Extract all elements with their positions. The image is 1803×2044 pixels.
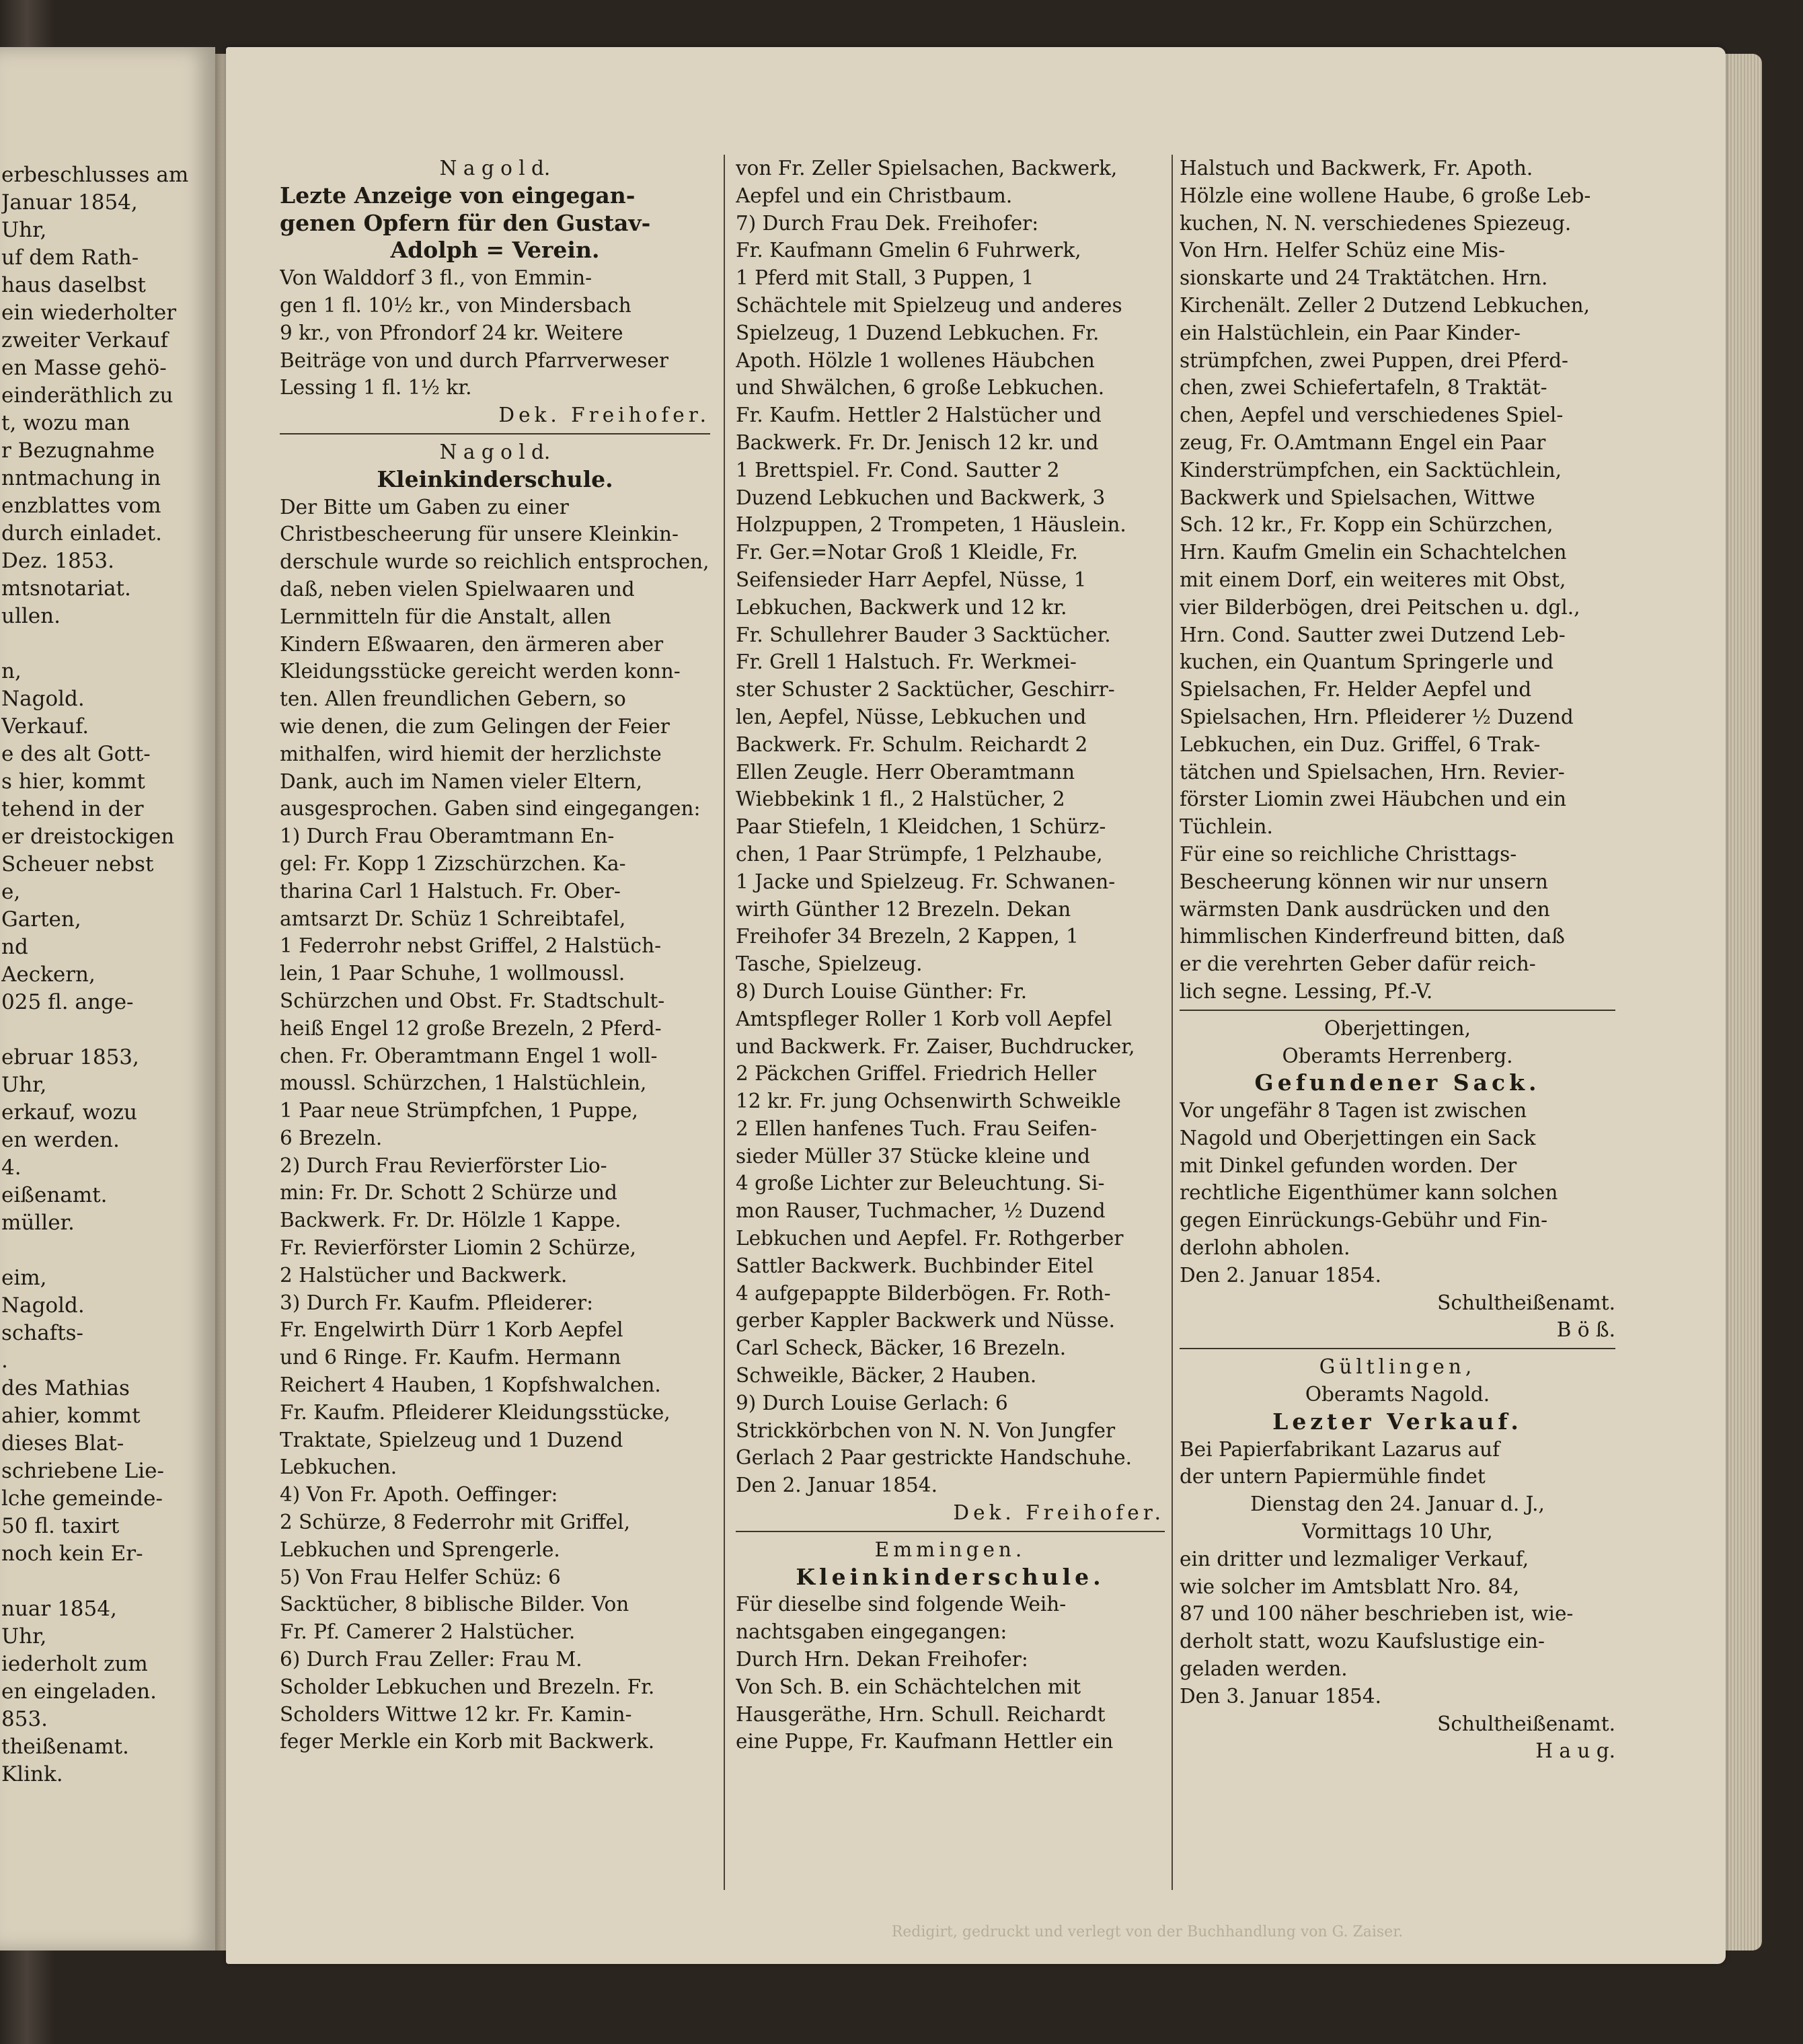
text-line: Nagold und Oberjettingen ein Sack bbox=[1180, 1126, 1536, 1149]
text-line: Fr. Kaufmann Gmelin 6 Fuhrwerk, bbox=[736, 239, 1081, 262]
text-line: wie solcher im Amtsblatt Nro. 84, bbox=[1180, 1575, 1520, 1598]
left-fragment-line: theißenamt. bbox=[1, 1735, 129, 1759]
text-line: Für dieselbe sind folgende Weih- bbox=[736, 1593, 1067, 1616]
text-line: Schürzchen und Obst. Fr. Stadtschult- bbox=[280, 989, 665, 1012]
text-line: Oberamts Herrenberg. bbox=[1282, 1044, 1513, 1067]
text-line: heiß Engel 12 große Brezeln, 2 Pferd- bbox=[280, 1016, 662, 1040]
text-line: Vormittags 10 Uhr, bbox=[1302, 1520, 1493, 1544]
section-heading: Lezter Verkauf. bbox=[1272, 1408, 1523, 1435]
text-line: Duzend Lebkuchen und Backwerk, 3 bbox=[736, 486, 1106, 509]
text-line: Kindern Eßwaaren, den ärmeren aber bbox=[280, 632, 664, 656]
text-line: Oberjettingen, bbox=[1324, 1016, 1471, 1040]
text-line: 2 Ellen hanfenes Tuch. Frau Seifen- bbox=[736, 1116, 1098, 1140]
left-fragment-line bbox=[1, 1016, 210, 1044]
left-fragment-line bbox=[1, 1568, 210, 1595]
text-line: Dank, auch im Namen vieler Eltern, bbox=[280, 769, 643, 793]
text-line: min: Fr. Dr. Schott 2 Schürze und bbox=[280, 1181, 617, 1205]
text-line: Hrn. Cond. Sautter zwei Dutzend Leb- bbox=[1180, 623, 1566, 646]
left-fragment-line: . bbox=[1, 1349, 8, 1373]
text-line: Fr. Grell 1 Halstuch. Fr. Werkmei- bbox=[736, 650, 1077, 674]
text-line: Holzpuppen, 2 Trompeten, 1 Häuslein. bbox=[736, 513, 1126, 537]
text-line: Den 2. Januar 1854. bbox=[736, 1474, 937, 1497]
text-line: Lessing 1 fl. 1½ kr. bbox=[280, 376, 472, 400]
text-line: Fr. Schullehrer Bauder 3 Sacktücher. bbox=[736, 623, 1111, 646]
left-fragment-line: erbeschlusses am bbox=[1, 163, 189, 187]
left-fragment-line: r Bezugnahme bbox=[1, 439, 155, 463]
text-line: Ellen Zeugle. Herr Oberamtmann bbox=[736, 760, 1075, 784]
text-line: Reichert 4 Hauben, 1 Kopfshwalchen. bbox=[280, 1373, 661, 1397]
left-fragment-line: ein wiederholter bbox=[1, 301, 177, 325]
text-line: ein dritter und lezmaliger Verkauf, bbox=[1180, 1547, 1529, 1570]
text-line: wärmsten Dank ausdrücken und den bbox=[1180, 897, 1550, 921]
text-line: Backwerk und Spielsachen, Wittwe bbox=[1180, 486, 1535, 509]
text-line: Den 3. Januar 1854. bbox=[1180, 1684, 1381, 1708]
text-line: Bei Papierfabrikant Lazarus auf bbox=[1180, 1437, 1500, 1461]
text-line: Dek. Freihofer. bbox=[953, 1501, 1165, 1525]
left-fragment-line: iederholt zum bbox=[1, 1652, 148, 1676]
text-line: und Shwälchen, 6 große Lebkuchen. bbox=[736, 376, 1105, 400]
text-line: Tasche, Spielzeug. bbox=[736, 952, 923, 976]
column-3 bbox=[1180, 155, 1615, 1765]
section-heading: genen Opfern für den Gustav- bbox=[280, 209, 651, 236]
text-line: eine Puppe, Fr. Kaufmann Hettler ein bbox=[736, 1730, 1114, 1753]
text-line: H a u g. bbox=[1535, 1739, 1615, 1763]
text-line: Lebkuchen und Aepfel. Fr. Rothgerber bbox=[736, 1227, 1124, 1250]
text-line: zeug, Fr. O.Amtmann Engel ein Paar bbox=[1180, 430, 1546, 454]
text-line: Vor ungefähr 8 Tagen ist zwischen bbox=[1180, 1099, 1527, 1123]
text-line: moussl. Schürzchen, 1 Halstüchlein, bbox=[280, 1071, 647, 1095]
text-line: 4 aufgepappte Bilderbögen. Fr. Roth- bbox=[736, 1281, 1111, 1305]
left-fragment-line: eißenamt. bbox=[1, 1183, 108, 1207]
text-line: derlohn abholen. bbox=[1180, 1236, 1350, 1260]
left-fragment-line: ahier, kommt bbox=[1, 1404, 141, 1428]
text-line: strümpfchen, zwei Puppen, drei Pferd- bbox=[1180, 348, 1568, 372]
text-line: Traktate, Spielzeug und 1 Duzend bbox=[280, 1428, 623, 1451]
text-line: Oberamts Nagold. bbox=[1305, 1383, 1490, 1406]
section-heading: Lezte Anzeige von eingegan- bbox=[280, 182, 636, 209]
text-line: Kleidungsstücke gereicht werden konn- bbox=[280, 660, 681, 683]
text-line: rechtliche Eigenthümer kann solchen bbox=[1180, 1181, 1558, 1205]
text-line: Durch Hrn. Dekan Freihofer: bbox=[736, 1648, 1028, 1671]
text-line: 1 Paar neue Strümpfchen, 1 Puppe, bbox=[280, 1099, 638, 1123]
text-line: 2) Durch Frau Revierförster Lio- bbox=[280, 1153, 607, 1177]
text-line: Hölzle eine wollene Haube, 6 große Leb- bbox=[1180, 184, 1591, 207]
text-line: tätchen und Spielsachen, Hrn. Revier- bbox=[1180, 760, 1565, 784]
text-line: 2 Halstücher und Backwerk. bbox=[280, 1263, 568, 1287]
text-line: vier Bilderbögen, drei Peitschen u. dgl., bbox=[1180, 595, 1580, 619]
text-line: und Backwerk. Fr. Zaiser, Buchdrucker, bbox=[736, 1034, 1135, 1058]
text-line: Tüchlein. bbox=[1180, 815, 1273, 839]
text-line: förster Liomin zwei Häubchen und ein bbox=[1180, 788, 1567, 811]
text-line: Seifensieder Harr Aepfel, Nüsse, 1 bbox=[736, 568, 1087, 591]
left-fragment-line: 50 fl. taxirt bbox=[1, 1514, 120, 1538]
text-line: 7) Durch Frau Dek. Freihofer: bbox=[736, 211, 1039, 235]
text-line: Sacktücher, 8 biblische Bilder. Von bbox=[280, 1593, 629, 1616]
column-divider-2 bbox=[1172, 155, 1173, 1890]
text-line: Schweikle, Bäcker, 2 Hauben. bbox=[736, 1364, 1037, 1388]
text-line: sionskarte und 24 Traktätchen. Hrn. bbox=[1180, 266, 1548, 290]
left-fragment-line: en Masse gehö- bbox=[1, 356, 167, 380]
text-line: 1 Brettspiel. Fr. Cond. Sautter 2 bbox=[736, 458, 1060, 482]
text-line: Dienstag den 24. Januar d. J., bbox=[1250, 1492, 1545, 1516]
text-line: 6 Brezeln. bbox=[280, 1126, 383, 1149]
text-line: Fr. Pf. Camerer 2 Halstücher. bbox=[280, 1620, 576, 1644]
text-line: amtsarzt Dr. Schüz 1 Schreibtafel, bbox=[280, 907, 626, 930]
left-fragment-line: er dreistockigen bbox=[1, 825, 175, 849]
left-fragment-line: noch kein Er- bbox=[1, 1542, 143, 1566]
left-fragment-line: t, wozu man bbox=[1, 411, 130, 435]
text-line: Lebkuchen, Backwerk und 12 kr. bbox=[736, 595, 1067, 619]
text-line: Kirchenält. Zeller 2 Dutzend Lebkuchen, bbox=[1180, 293, 1590, 317]
text-line: Strickkörbchen von N. N. Von Jungfer bbox=[736, 1418, 1116, 1442]
text-line: Sch. 12 kr., Fr. Kopp ein Schürzchen, bbox=[1180, 513, 1553, 537]
text-line: Lebkuchen, ein Duz. Griffel, 6 Trak- bbox=[1180, 732, 1541, 756]
text-line: 4) Von Fr. Apoth. Oeffinger: bbox=[280, 1483, 558, 1507]
text-line: Spielsachen, Hrn. Pfleiderer ½ Duzend bbox=[1180, 705, 1574, 728]
left-fragment-line: nd bbox=[1, 935, 28, 959]
text-line: chen. Fr. Oberamtmann Engel 1 woll- bbox=[280, 1044, 658, 1067]
section-heading: Kleinkinderschule. bbox=[377, 465, 613, 492]
text-line: Von Walddorf 3 fl., von Emmin- bbox=[280, 266, 592, 290]
left-fragment-line: e, bbox=[1, 880, 21, 904]
imprint-footer: Redigirt, gedruckt und verlegt von der Buchhandlung von G. Zaiser. bbox=[891, 1924, 1404, 1940]
text-line: Schultheißenamt. bbox=[1437, 1291, 1615, 1314]
text-line: geladen werden. bbox=[1180, 1657, 1348, 1681]
left-fragment-line: Aeckern, bbox=[1, 962, 95, 987]
text-line: Apoth. Hölzle 1 wollenes Häubchen bbox=[736, 348, 1095, 372]
text-line: derholt statt, wozu Kaufslustige ein- bbox=[1180, 1630, 1545, 1653]
left-fragment-line: 025 fl. ange- bbox=[1, 990, 134, 1014]
left-fragment-line: einderäthlich zu bbox=[1, 383, 174, 408]
text-line: chen, 1 Paar Strümpfe, 1 Pelzhaube, bbox=[736, 842, 1103, 866]
left-fragment-line: Verkauf. bbox=[1, 714, 89, 739]
column-divider-1 bbox=[724, 155, 725, 1890]
left-fragment-line: Januar 1854, bbox=[1, 190, 138, 215]
text-line: Backwerk. Fr. Schulm. Reichardt 2 bbox=[736, 732, 1088, 756]
text-line: nachtsgaben eingegangen: bbox=[736, 1620, 1007, 1644]
text-line: ein Halstüchlein, ein Paar Kinder- bbox=[1180, 321, 1521, 344]
left-fragment-line: tehend in der bbox=[1, 797, 144, 821]
text-line: himmlischen Kinderfreund bitten, daß bbox=[1180, 925, 1565, 948]
text-line: tharina Carl 1 Halstuch. Fr. Ober- bbox=[280, 879, 621, 903]
text-line: ster Schuster 2 Sacktücher, Geschirr- bbox=[736, 678, 1115, 702]
text-line: N a g o l d. bbox=[439, 440, 551, 463]
text-line: Lebkuchen und Sprengerle. bbox=[280, 1538, 560, 1561]
text-line: er die verehrten Geber dafür reich- bbox=[1180, 952, 1536, 976]
left-fragment-line: n, bbox=[1, 659, 22, 683]
text-line: 12 kr. Fr. jung Ochsenwirth Schweikle bbox=[736, 1090, 1121, 1113]
left-fragment-line: schriebene Lie- bbox=[1, 1459, 164, 1483]
left-fragment-line: en eingeladen. bbox=[1, 1679, 157, 1704]
text-line: 8) Durch Louise Günther: Fr. bbox=[736, 979, 1028, 1003]
text-line: Paar Stiefeln, 1 Kleidchen, 1 Schürz- bbox=[736, 815, 1106, 839]
text-line: 3) Durch Fr. Kaufm. Pfleiderer: bbox=[280, 1291, 594, 1314]
text-line: sieder Müller 37 Stücke kleine und bbox=[736, 1144, 1090, 1168]
text-line: feger Merkle ein Korb mit Backwerk. bbox=[280, 1730, 655, 1753]
text-line: Von Hrn. Helfer Schüz eine Mis- bbox=[1180, 239, 1505, 262]
text-line: daß, neben vielen Spielwaaren und bbox=[280, 577, 635, 601]
text-line: Amtspfleger Roller 1 Korb voll Aepfel bbox=[736, 1007, 1112, 1030]
text-line: Dek. Freihofer. bbox=[498, 404, 710, 427]
text-line: Spielzeug, 1 Duzend Lebkuchen. Fr. bbox=[736, 321, 1100, 344]
text-line: B ö ß. bbox=[1556, 1318, 1615, 1342]
text-line: ten. Allen freundlichen Gebern, so bbox=[280, 687, 626, 711]
section-rule bbox=[1180, 1010, 1615, 1011]
left-fragment-line: Garten, bbox=[1, 907, 81, 932]
text-line: len, Aepfel, Nüsse, Lebkuchen und bbox=[736, 705, 1087, 728]
left-fragment-line: nuar 1854, bbox=[1, 1597, 117, 1621]
left-page-text bbox=[1, 161, 210, 1788]
text-line: lein, 1 Paar Schuhe, 1 wollmoussl. bbox=[280, 962, 625, 985]
column-1 bbox=[280, 155, 710, 1755]
text-line: Fr. Ger.=Notar Groß 1 Kleidle, Fr. bbox=[736, 541, 1078, 564]
text-line: derschule wurde so reichlich entsprochen, bbox=[280, 550, 709, 574]
text-line: mon Rauser, Tuchmacher, ½ Duzend bbox=[736, 1199, 1106, 1223]
left-fragment-line: schafts- bbox=[1, 1321, 84, 1345]
left-fragment-line: zweiter Verkauf bbox=[1, 328, 169, 352]
text-line: wirth Günther 12 Brezeln. Dekan bbox=[736, 897, 1071, 921]
text-line: gegen Einrückungs-Gebühr und Fin- bbox=[1180, 1209, 1548, 1232]
left-fragment-line: 853. bbox=[1, 1707, 48, 1731]
left-fragment-line: erkauf, wozu bbox=[1, 1100, 137, 1125]
text-line: Freihofer 34 Brezeln, 2 Kappen, 1 bbox=[736, 925, 1079, 948]
left-fragment-line: uf dem Rath- bbox=[1, 245, 139, 270]
left-fragment-line: Uhr, bbox=[1, 1073, 47, 1097]
left-fragment-line: Klink. bbox=[1, 1762, 63, 1786]
left-fragment-line: ebruar 1853, bbox=[1, 1045, 139, 1069]
section-heading: Gefundener Sack. bbox=[1254, 1069, 1541, 1096]
text-line: Backwerk. Fr. Dr. Jenisch 12 kr. und bbox=[736, 430, 1099, 454]
left-fragment-line bbox=[1, 630, 210, 658]
left-fragment-line: des Mathias bbox=[1, 1376, 130, 1400]
left-fragment-line: eim, bbox=[1, 1266, 47, 1290]
text-line: Christbescheerung für unsere Kleinkin- bbox=[280, 523, 679, 546]
text-line: kuchen, N. N. verschiedenes Spiezeug. bbox=[1180, 211, 1572, 235]
section-heading: Adolph = Verein. bbox=[390, 237, 600, 264]
text-line: Schultheißenamt. bbox=[1437, 1712, 1615, 1735]
text-line: Backwerk. Fr. Dr. Hölzle 1 Kappe. bbox=[280, 1209, 621, 1232]
text-line: mit Dinkel gefunden worden. Der bbox=[1180, 1153, 1517, 1177]
text-line: 1) Durch Frau Oberamtmann En- bbox=[280, 825, 615, 848]
text-line: mithalfen, wird hiemit der herzlichste bbox=[280, 742, 662, 765]
text-line: 1 Pferd mit Stall, 3 Puppen, 1 bbox=[736, 266, 1034, 290]
text-line: und 6 Ringe. Fr. Kaufm. Hermann bbox=[280, 1346, 621, 1369]
column-2 bbox=[736, 155, 1165, 1755]
section-heading: Kleinkinderschule. bbox=[796, 1563, 1105, 1590]
text-line: Emmingen. bbox=[874, 1538, 1026, 1561]
text-line: Kinderstrümpfchen, ein Sacktüchlein, bbox=[1180, 458, 1562, 482]
text-line: Fr. Kaufm. Pfleiderer Kleidungsstücke, bbox=[280, 1400, 670, 1424]
text-line: Lernmitteln für die Anstalt, allen bbox=[280, 605, 611, 628]
text-line: chen, Aepfel und verschiedenes Spiel- bbox=[1180, 404, 1564, 427]
left-fragment-line: Dez. 1853. bbox=[1, 549, 114, 573]
left-fragment-line: s hier, kommt bbox=[1, 769, 145, 794]
text-line: gerber Kappler Backwerk und Nüsse. bbox=[736, 1309, 1115, 1332]
text-line: Scholders Wittwe 12 kr. Fr. Kamin- bbox=[280, 1702, 632, 1726]
left-fragment-line bbox=[1, 1237, 210, 1264]
text-line: Halstuch und Backwerk, Fr. Apoth. bbox=[1180, 157, 1533, 180]
newspaper-page bbox=[226, 47, 1726, 1964]
left-fragment-line: Nagold. bbox=[1, 687, 85, 711]
text-line: Der Bitte um Gaben zu einer bbox=[280, 495, 569, 519]
left-fragment-line: e des alt Gott- bbox=[1, 742, 151, 766]
text-line: 87 und 100 näher beschrieben ist, wie- bbox=[1180, 1602, 1574, 1626]
left-fragment-line: müller. bbox=[1, 1211, 75, 1235]
text-line: Hrn. Kaufm Gmelin ein Schachtelchen bbox=[1180, 541, 1567, 564]
left-fragment-line: ullen. bbox=[1, 604, 61, 628]
text-line: Von Sch. B. ein Schächtelchen mit bbox=[736, 1675, 1081, 1698]
text-line: N a g o l d. bbox=[439, 157, 551, 180]
text-line: Den 2. Januar 1854. bbox=[1180, 1263, 1381, 1287]
text-line: 9 kr., von Pfrondorf 24 kr. Weitere bbox=[280, 321, 623, 344]
left-fragment-line: Nagold. bbox=[1, 1293, 85, 1318]
text-line: von Fr. Zeller Spielsachen, Backwerk, bbox=[736, 157, 1118, 180]
left-fragment-line: lche gemeinde- bbox=[1, 1486, 163, 1511]
text-line: kuchen, ein Quantum Springerle und bbox=[1180, 650, 1554, 674]
text-line: mit einem Dorf, ein weiteres mit Obst, bbox=[1180, 568, 1566, 591]
text-line: Fr. Revierförster Liomin 2 Schürze, bbox=[280, 1236, 637, 1260]
text-line: lich segne. Lessing, Pf.-V. bbox=[1180, 979, 1433, 1003]
text-line: 2 Schürze, 8 Federrohr mit Griffel, bbox=[280, 1511, 630, 1534]
text-line: 1 Jacke und Spielzeug. Fr. Schwanen- bbox=[736, 870, 1116, 893]
text-line: Bescheerung können wir nur unsern bbox=[1180, 870, 1548, 893]
left-fragment-line: Uhr, bbox=[1, 218, 47, 242]
left-fragment-line: haus daselbst bbox=[1, 273, 146, 297]
text-line: gel: Fr. Kopp 1 Zizschürzchen. Ka- bbox=[280, 851, 626, 875]
text-line: Sattler Backwerk. Buchbinder Eitel bbox=[736, 1254, 1094, 1277]
text-line: Aepfel und ein Christbaum. bbox=[736, 184, 1013, 207]
left-fragment-line: dieses Blat- bbox=[1, 1431, 124, 1455]
text-line: Scholder Lebkuchen und Brezeln. Fr. bbox=[280, 1675, 655, 1698]
left-fragment-line: en werden. bbox=[1, 1128, 120, 1152]
text-line: Wiebbekink 1 fl., 2 Halstücher, 2 bbox=[736, 788, 1065, 811]
text-line: 5) Von Frau Helfer Schüz: 6 bbox=[280, 1565, 561, 1589]
left-page-fragment bbox=[0, 47, 215, 1951]
text-line: ausgesprochen. Gaben sind eingegangen: bbox=[280, 797, 701, 821]
left-fragment-line: Scheuer nebst bbox=[1, 852, 154, 876]
section-rule bbox=[1180, 1348, 1615, 1349]
section-rule bbox=[280, 433, 710, 434]
left-fragment-line: durch einladet. bbox=[1, 521, 162, 545]
section-rule bbox=[736, 1531, 1165, 1532]
text-line: 4 große Lichter zur Beleuchtung. Si- bbox=[736, 1172, 1105, 1195]
text-line: Für eine so reichliche Christtags- bbox=[1180, 842, 1517, 866]
text-line: gen 1 fl. 10½ kr., von Mindersbach bbox=[280, 293, 631, 317]
left-fragment-line: mtsnotariat. bbox=[1, 576, 131, 601]
text-line: Carl Scheck, Bäcker, 16 Brezeln. bbox=[736, 1336, 1067, 1360]
text-line: wie denen, die zum Gelingen der Feier bbox=[280, 714, 670, 738]
left-fragment-line: Uhr, bbox=[1, 1624, 47, 1649]
text-line: der untern Papiermühle findet bbox=[1180, 1465, 1486, 1488]
text-line: Fr. Engelwirth Dürr 1 Korb Aepfel bbox=[280, 1318, 623, 1342]
left-fragment-line: 4. bbox=[1, 1156, 22, 1180]
text-line: Fr. Kaufm. Hettler 2 Halstücher und bbox=[736, 404, 1102, 427]
text-line: Spielsachen, Fr. Helder Aepfel und bbox=[1180, 678, 1532, 702]
text-line: 9) Durch Louise Gerlach: 6 bbox=[736, 1391, 1008, 1414]
text-line: 6) Durch Frau Zeller: Frau M. bbox=[280, 1648, 582, 1671]
text-line: Gültlingen, bbox=[1319, 1355, 1476, 1379]
left-fragment-line: nntmachung in bbox=[1, 466, 161, 490]
text-line: Hausgeräthe, Hrn. Schull. Reichardt bbox=[736, 1702, 1106, 1726]
text-line: chen, zwei Schiefertafeln, 8 Traktät- bbox=[1180, 376, 1547, 400]
text-line: 1 Federrohr nebst Griffel, 2 Halstüch- bbox=[280, 934, 662, 958]
text-line: Schächtele mit Spielzeug und anderes bbox=[736, 293, 1122, 317]
left-fragment-line: enzblattes vom bbox=[1, 494, 161, 518]
text-line: 2 Päckchen Griffel. Friedrich Heller bbox=[736, 1062, 1097, 1086]
text-line: Lebkuchen. bbox=[280, 1455, 397, 1479]
text-line: Beiträge von und durch Pfarrverweser bbox=[280, 348, 668, 372]
text-line: Gerlach 2 Paar gestrickte Handschuhe. bbox=[736, 1446, 1133, 1470]
